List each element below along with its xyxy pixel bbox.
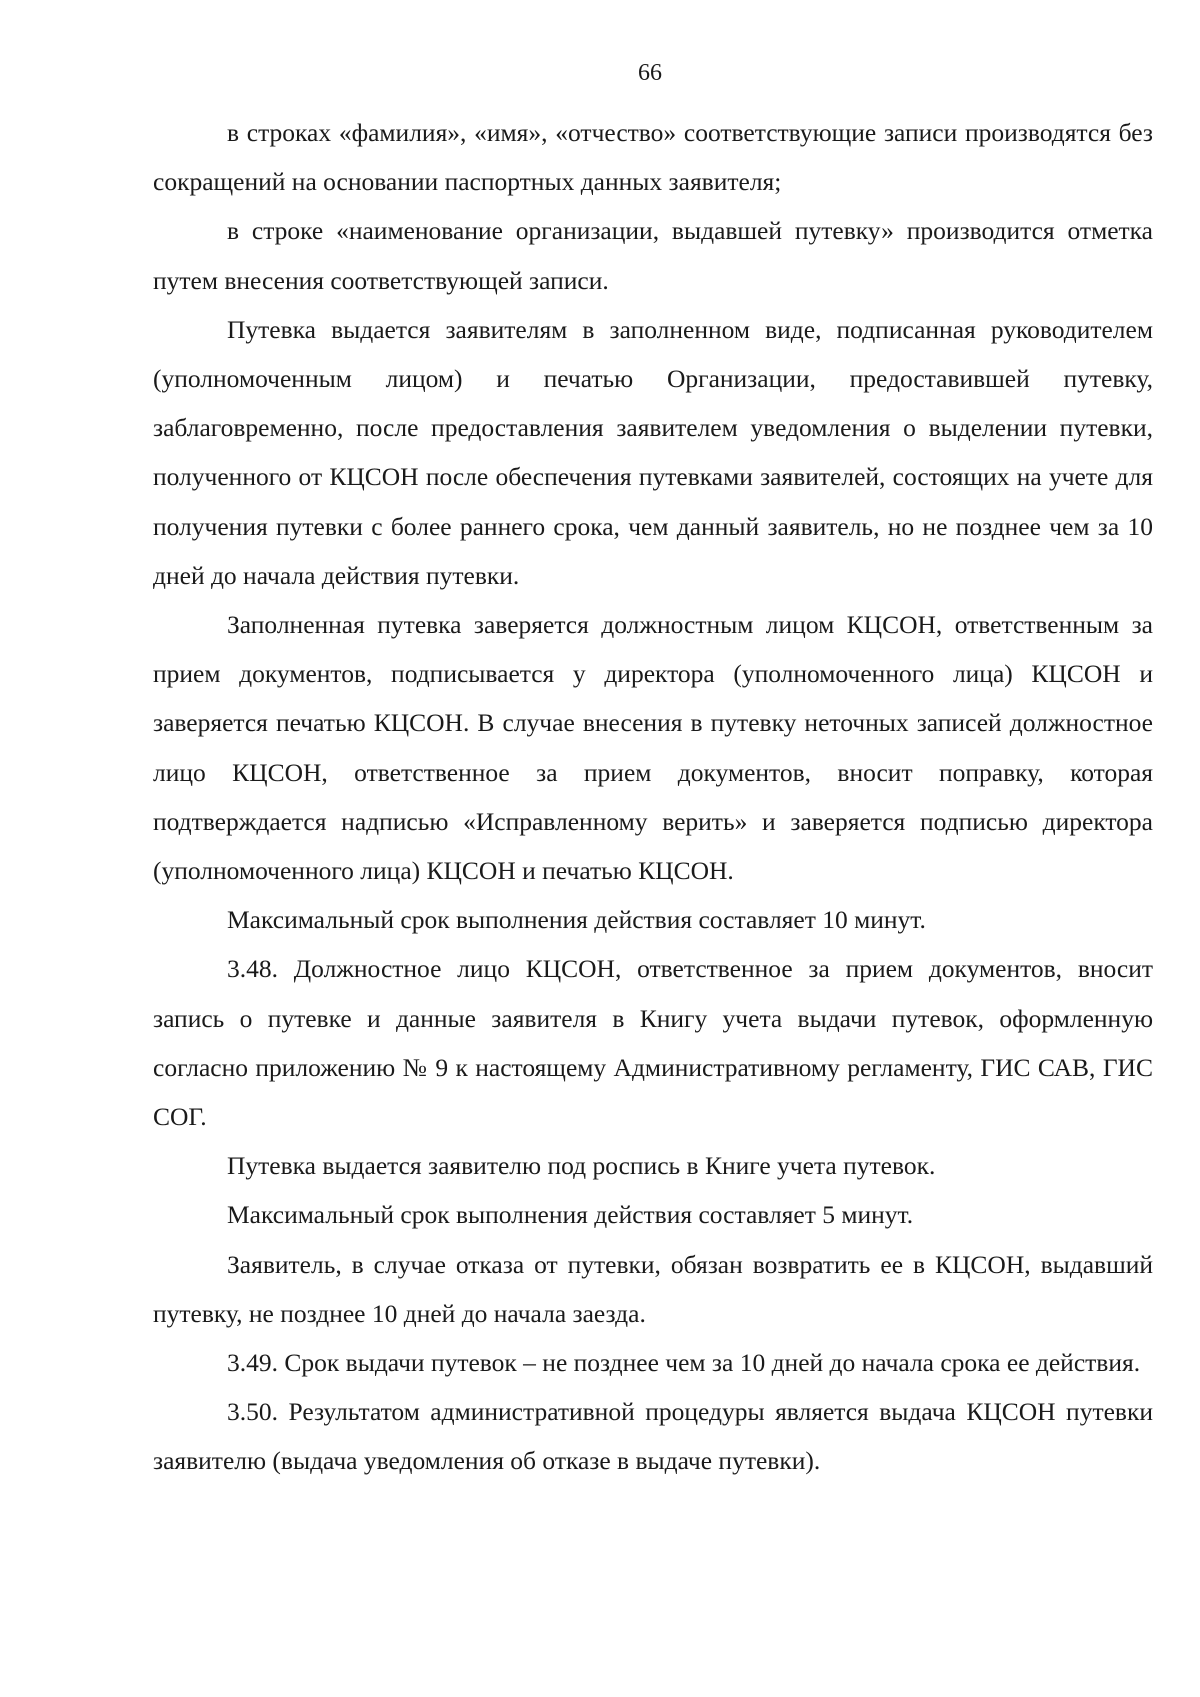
document-body: [153, 108, 1153, 1486]
paragraph-organization-field: в строке «наименование организации, выдавшей путевку» производится отметка путем внесения соответствующей записи.: [153, 216, 1153, 295]
paragraph-3-48: 3.48. Должностное лицо КЦСОН, ответственное за прием документов, вносит запись о путевке и данные заявителя в Книгу учета выдачи путевок, оформленную согласно приложению № 9 к настоящему Административному регламенту, ГИС САВ, ГИС СОГ.: [153, 954, 1153, 1132]
paragraph-signature-receipt: Путевка выдается заявителю под роспись в Книге учета путевок.: [227, 1151, 936, 1181]
paragraph-voucher-return: Заявитель, в случае отказа от путевки, обязан возвратить ее в КЦСОН, выдавший путевку, не позднее 10 дней до начала заезда.: [153, 1249, 1153, 1328]
paragraph-max-time-5: Максимальный срок выполнения действия составляет 5 минут.: [227, 1200, 914, 1230]
page-number: 66: [638, 60, 662, 86]
paragraph-voucher-certification: Заполненная путевка заверяется должностным лицом КЦСОН, ответственным за прием документов, подписывается у директора (уполномоченного лица) КЦСОН и заверяется печатью КЦСОН. В случае внесения в путевку неточных записей должностное лицо КЦСОН, ответственное за прием документов, вносит поправку, которая подтверждается надписью «Исправленному верить» и заверяется подписью директора (уполномоченного лица) КЦСОН и печатью КЦСОН.: [153, 610, 1153, 886]
paragraph-3-49: 3.49. Срок выдачи путевок – не позднее чем за 10 дней до начала срока ее действия.: [227, 1348, 1141, 1378]
paragraph-max-time-10: Максимальный срок выполнения действия составляет 10 минут.: [227, 905, 926, 935]
paragraph-3-50: 3.50. Результатом административной процедуры является выдача КЦСОН путевки заявителю (выдача уведомления об отказе в выдаче путевки).: [153, 1397, 1153, 1476]
paragraph-name-fields: в строках «фамилия», «имя», «отчество» соответствующие записи производятся без сокращений на основании паспортных данных заявителя;: [153, 118, 1153, 197]
paragraph-voucher-issuance: Путевка выдается заявителям в заполненном виде, подписанная руководителем (уполномоченным лицом) и печатью Организации, предоставившей путевку, заблаговременно, после предоставления заявителем уведомления о выделении путевки, полученного от КЦСОН после обеспечения путевками заявителей, состоящих на учете для получения путевки с более раннего срока, чем данный заявитель, но не позднее чем за 10 дней до начала действия путевки.: [153, 314, 1153, 590]
